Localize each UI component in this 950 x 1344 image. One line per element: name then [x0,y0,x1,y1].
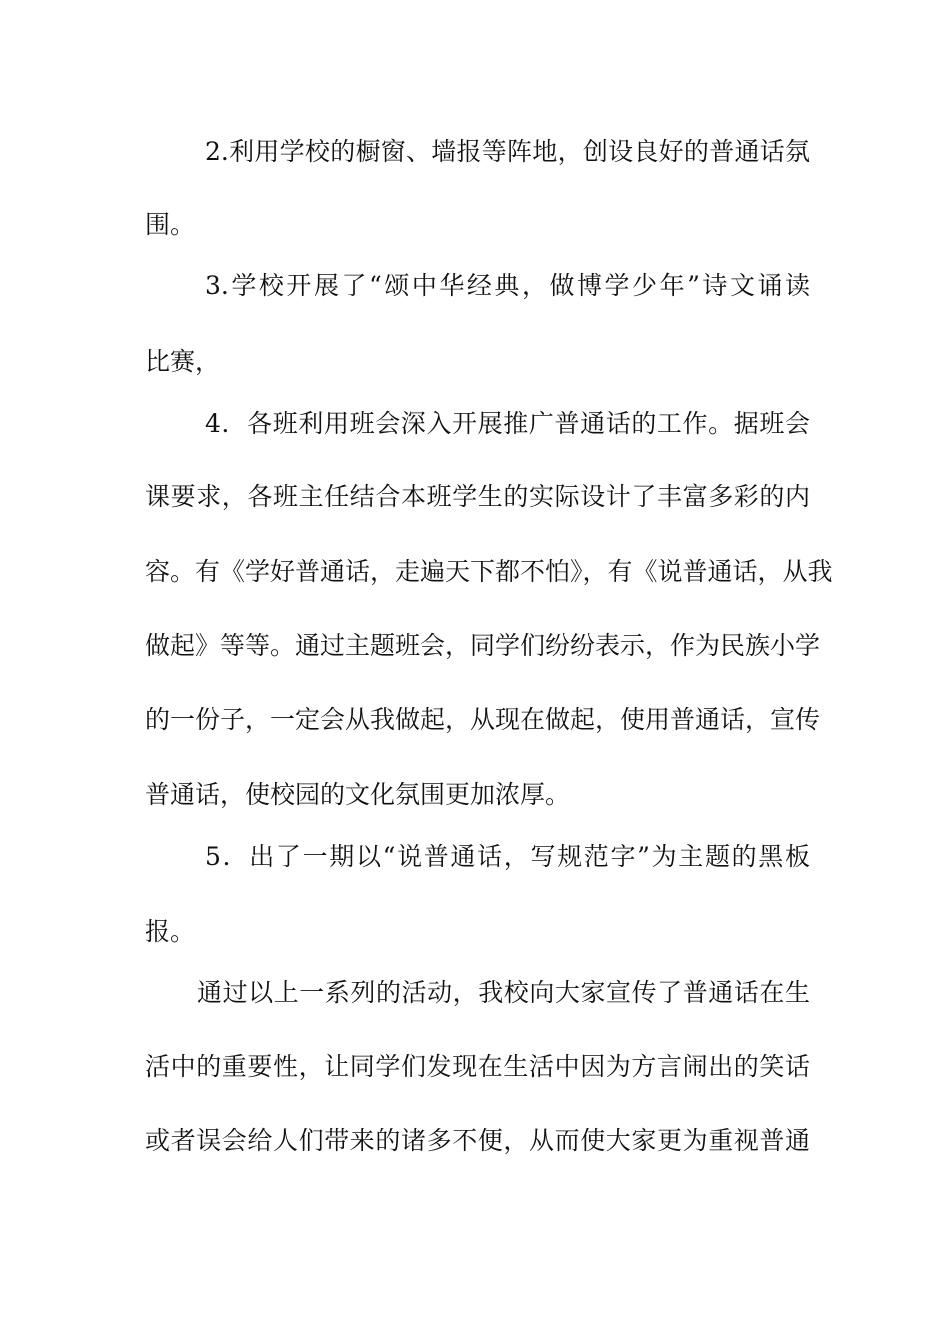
paragraph-3-line-1: 3.学校开展了“颂中华经典，做博学少年”诗文诵读 [205,271,810,300]
paragraph-4-line-3: 容。有《学好普通话，走遍天下都不怕》，有《说普通话，从我 [145,557,833,586]
paragraph-6-line-2: 活中的重要性，让同学们发现在生活中因为方言闹出的笑话 [145,1052,810,1081]
paragraph-2-line-2: 围。 [145,210,196,239]
paragraph-5-line-1: 5．出了一期以“说普通话，写规范字”为主题的黑板 [205,842,810,871]
paragraph-6-line-3: 或者误会给人们带来的诸多不便，从而使大家更为重视普通 [145,1126,810,1155]
paragraph-5-line-2: 报。 [145,917,196,946]
paragraph-4-line-1: 4．各班利用班会深入开展推广普通话的工作。据班会 [205,409,810,438]
paragraph-4-line-5: 的一份子，一定会从我做起，从现在做起，使用普通话，宣传 [145,705,821,734]
paragraph-2-line-1: 2.利用学校的橱窗、墙报等阵地，创设良好的普通话氛 [205,137,810,166]
paragraph-6-line-1: 通过以上一系列的活动，我校向大家宣传了普通话在生 [197,978,810,1007]
paragraph-4-line-2: 课要求，各班主任结合本班学生的实际设计了丰富多彩的内 [145,482,810,511]
paragraph-4-line-6: 普通话，使校园的文化氛围更加浓厚。 [145,780,571,809]
paragraph-3-line-2: 比赛， [145,347,221,376]
paragraph-4-line-4: 做起》等等。通过主题班会，同学们纷纷表示，作为民族小学 [145,631,821,660]
